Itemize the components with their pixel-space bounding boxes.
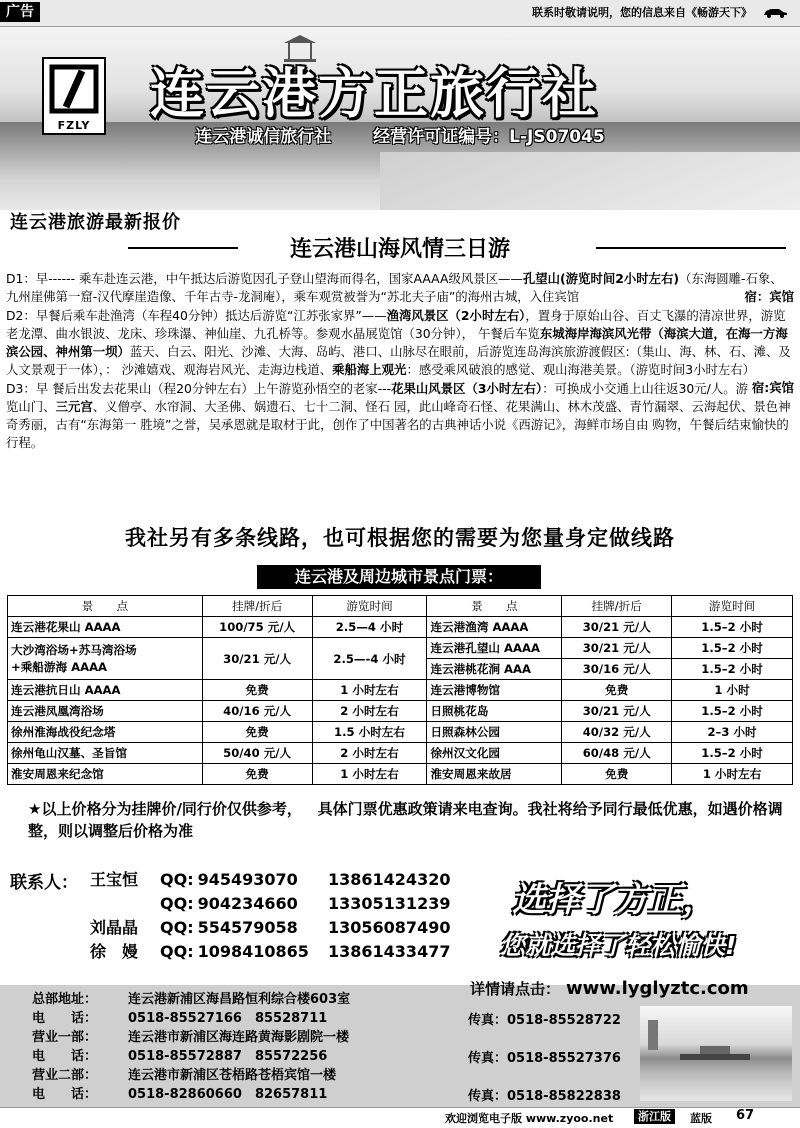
table-row: 连云港花果山 AAAA 100/75 元/人 2.5—4 小时 连云港渔湾 AAAA 30/21 元/人 1.5–2 小时 [8, 617, 793, 638]
col-header: 挂牌/折后 [202, 596, 312, 617]
table-row: 连云港桃花涧 AAA 30/16 元/人 1.5–2 小时 [8, 659, 793, 680]
license-number: 经营许可证编号：L-JS07045 [373, 127, 605, 147]
col-header: 游览时间 [312, 596, 427, 617]
qq-number[interactable]: 945493070 [197, 870, 298, 889]
phone-number[interactable]: 13056087490 [328, 918, 451, 937]
address-row: 总部地址： 连云港新浦区海昌路恒利综合楼603室 [32, 992, 351, 1007]
logo-text: FZLY [57, 119, 91, 132]
fax-line: 传真：0518-85528722 [468, 1013, 621, 1028]
website-link[interactable]: www.lyglyztc.com [566, 978, 749, 999]
itinerary-day-2: D2：早餐后乘车赴渔湾（车程40分钟）抵达后游览“江苏张家界”——渔湾风景区（2小时左右），置身于原始山谷、百丈飞瀑的清凉世界，游览老龙潭、曲水银波、龙床、珍珠瀑、神仙崖、九孔桥等。参观水晶展览馆（30分钟）， 午餐后车览东城海岸海滨风光带（海滨大道，在海一方海滨公园、神州第一坝）蓝天、白云、阳光、沙滩、大海、岛屿、港口、山脉尽在眼前，后游览连岛海滨旅游渡假区:（集山、海、林、石、滩、及人文景观于一体），： 沙滩嬉戏、观海岩风光、走海边栈道、乘船海上观光：感受乘风破浪的感觉、观山海港美景。（游览时间3小时左右） 宿:宾馆 [6, 308, 794, 395]
contact-row: 刘晶晶 QQ: 554579058 13056087490 [90, 918, 451, 937]
table-row: 大沙湾浴场+苏马湾浴场 +乘船游海 AAAA 30/21 元/人 2.5—-4 小时 连云港孔望山 AAAA 30/21 元/人 1.5–2 小时 [8, 638, 793, 659]
top-slogan: 联系时敬请说明，您的信息来自《畅游天下》 [532, 6, 752, 19]
ticket-table [7, 595, 793, 785]
agency-title: 连云港方正旅行社 [150, 62, 598, 125]
phone-number[interactable]: 13861433477 [328, 942, 451, 961]
page-number: 67 [736, 1108, 755, 1123]
contact-label: 联系人： [10, 873, 78, 893]
table-header-row [8, 596, 793, 617]
footer-bar [0, 1107, 800, 1128]
address-row: 电 话： 0518-82860660 82657811 [32, 1087, 328, 1102]
itinerary-day-3: D3：早 餐后出发去花果山（程20分钟左右）上午游览孙悟空的老家---花果山风景区（3小时左右）：可换成小交通上山往返30元/人。游览山门、三元宫、义僧亭、水帘洞、大圣佛、娲遗石、七十二洞、怪石 园，此山峰奇石怪、花果满山、林木茂盛、青竹漏翠、云海起伏、景色神奇秀丽，古有“东海第一 胜境”之誉，吴承恩就是取材于此，创作了中国著名的古典神话小说《西游记》，海鲜市场自由 购物，午餐后结束愉快的行程。 [6, 381, 791, 450]
col-header: 游览时间 [672, 596, 793, 617]
price-note: ★以上价格分为挂牌价/同行价仅供参考， 具体门票优惠政策请来电查询。我社将给予同行最低优惠，如遇价格调整，则以调整后价格为准 [28, 800, 783, 840]
address-row: 营业二部： 连云港市新浦区苍梧路苍梧宾馆一楼 [32, 1068, 337, 1083]
phone-number[interactable]: 13305131239 [328, 894, 451, 913]
itinerary-day-1: D1：早------ 乘车赴连云港，中午抵达后游览因孔子登山望海而得名，国家AAAA级风景区——孔望山(游览时间2小时左右)（东海圆雕-石象、九州崖佛第一窟-汉代摩崖造像、千年古寺-龙洞庵），乘车观赏被誉为“苏北夫子庙”的海州古城，入住宾馆 宿：宾馆 [6, 271, 794, 304]
table-row: 徐州淮海战役纪念塔 免费 1.5 小时左右 日照森林公园 40/32 元/人 2–3 小时 [8, 722, 793, 743]
fax-line: 传真：0518-85527376 [468, 1051, 621, 1066]
choose-slogan-1: 选择了方正， [512, 880, 716, 920]
car-icon [762, 6, 788, 18]
itinerary [6, 270, 794, 453]
col-header: 景 点 [8, 596, 203, 617]
col-header: 景 点 [427, 596, 562, 617]
stay-label: 宿：宾馆 [744, 289, 794, 304]
qq-number[interactable]: 1098410865 [197, 942, 309, 961]
edition-badge: 浙江版 [634, 1109, 675, 1124]
address-row: 电 话： 0518-85527166 85528711 [32, 1011, 328, 1026]
contact-row: QQ: 904234660 13305131239 [160, 894, 451, 913]
address-list [32, 990, 350, 1104]
col-header: 挂牌/折后 [562, 596, 672, 617]
route-title-bar [0, 232, 800, 262]
fax-line: 传真：0518-85822838 [468, 1089, 621, 1104]
footer-text: 欢迎浏览电子版 www.zyoo.net [445, 1112, 614, 1125]
custom-route-slogan: 我社另有多条线路，也可根据您的需要为您量身定做线路 [125, 526, 675, 550]
qq-number[interactable]: 554579058 [197, 918, 298, 937]
ad-tag: 广告 [0, 2, 40, 22]
logo-mark-icon [44, 59, 104, 117]
address-row: 电 话： 0518-85572887 85572256 [32, 1049, 328, 1064]
qq-number[interactable]: 904234660 [197, 894, 298, 913]
seaside-photo [640, 1006, 792, 1101]
contact-row: 王宝恒 QQ: 945493070 13861424320 [90, 870, 451, 889]
phone-number[interactable]: 13861424320 [328, 870, 451, 889]
beach-backdrop [380, 152, 800, 210]
website-line: 详情请点击： www.lyglyztc.com [470, 978, 749, 999]
agency-subtitle: 连云港诚信旅行社 [195, 127, 332, 147]
table-row: 连云港抗日山 AAAA 免费 1 小时左右 连云港博物馆 免费 1 小时 [8, 680, 793, 701]
table-row: 徐州龟山汉墓、圣旨馆 50/40 元/人 2 小时左右 徐州汉文化园 60/48 元/人 1.5–2 小时 [8, 743, 793, 764]
address-row: 营业一部： 连云港市新浦区海连路黄海影剧院一楼 [32, 1030, 350, 1045]
section-heading: 连云港旅游最新报价 [10, 212, 181, 233]
ship-icon [640, 1006, 792, 1101]
choose-slogan-2: 您就选择了轻松愉快! [500, 931, 737, 960]
contact-row: 徐 嫚 QQ: 1098410865 13861433477 [90, 942, 451, 961]
ticket-table-title: 连云港及周边城市景点门票： [257, 565, 541, 589]
table-row: 淮安周恩来纪念馆 免费 1 小时左右 淮安周恩来故居 免费 1 小时左右 [8, 764, 793, 785]
contact-list [90, 868, 450, 964]
license-line [0, 122, 800, 147]
stay-label: 宿:宾馆 [751, 380, 794, 395]
table-row: 连云港凤凰湾浴场 40/16 元/人 2 小时左右 日照桃花岛 30/21 元/人 1.5–2 小时 [8, 701, 793, 722]
route-title: 连云港山海风情三日游 [289, 237, 510, 262]
edition-color: 蓝版 [690, 1112, 712, 1125]
